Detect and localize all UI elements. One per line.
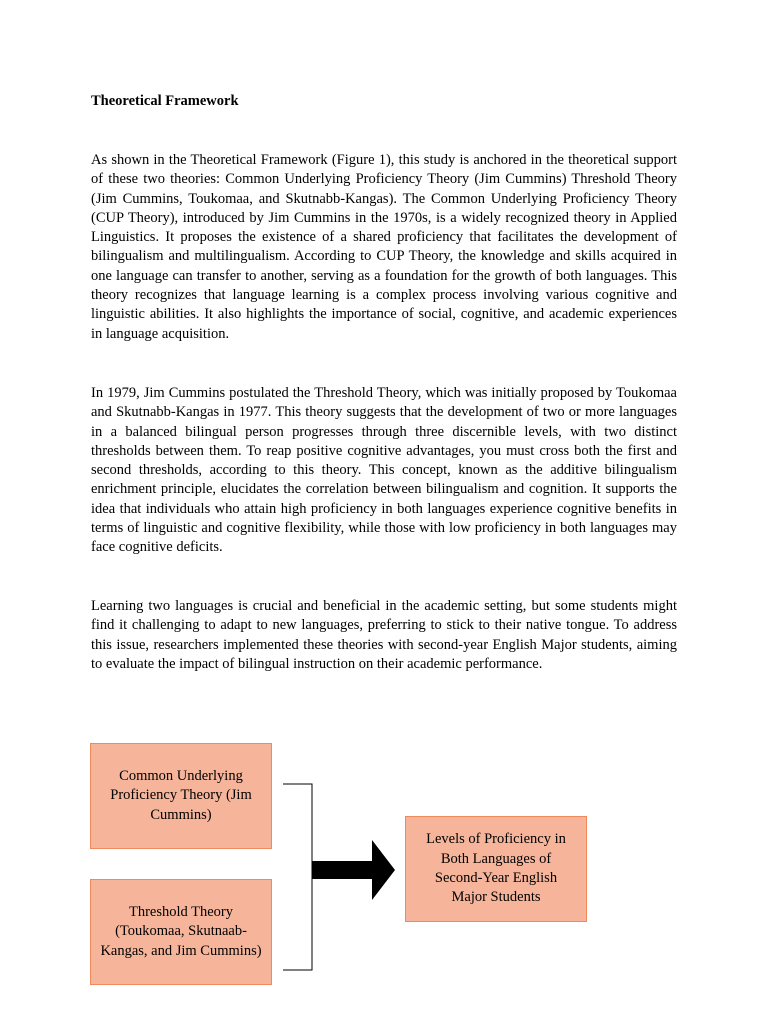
paragraph-threshold-theory: In 1979, Jim Cummins postulated the Threshold Theory, which was initially proposed by Toukomaa and Skutnabb-Kangas in 1977. This theory suggests that the development of two or more languages in a balanced bilingual person progresses through three discernible levels, with two distinct thresholds between them. To reap positive cognitive advantages, you must cross both the first and second thresholds, according to this theory. This concept, known as the additive bilingualism enrichment principle, elucidates the correlation between bilingualism and cognition. It supports the idea that individuals who attain high proficiency in both languages experience cognitive benefits in terms of linguistic and cognitive flexibility, while those with low proficiency in both languages may face cognitive deficits. [91,385,677,556]
right-arrow-icon [312,840,395,900]
diagram-box-outcome-label: Levels of Proficiency in Both Languages of Second-Year English Major Students [426,831,566,906]
paragraph-study-purpose: Learning two languages is crucial and beneficial in the academic setting, but some students might find it challenging to adapt to new languages, preferring to stick to their native tongue. To address this issue, researchers implemented these theories with second-year English Major students, aiming to evaluate the impact of bilingual instruction on their academic performance. [91,598,677,672]
diagram-box-outcome [405,816,587,922]
paragraph-cup-theory: As shown in the Theoretical Framework (Figure 1), this study is anchored in the theoretical support of these two theories: Common Underlying Proficiency Theory (Jim Cummins) Threshold Theory (Jim Cummins, Toukomaa, and Skutnabb-Kangas). The Common Underlying Proficiency Theory (CUP Theory), introduced by Jim Cummins in the 1970s, is a widely recognized theory in Applied Linguistics. It proposes the existence of a shared proficiency that facilitates the development of bilingualism and multilingualism. According to CUP Theory, the knowledge and skills acquired in one language can transfer to another, serving as a foundation for the growth of both languages. This theory recognizes that language learning is a complex process involving various cognitive and linguistic abilities. It also highlights the importance of social, cognitive, and academic experiences in language acquisition. [91,152,677,342]
diagram-box-cup-theory-label: Common Underlying Proficiency Theory (Jim Cummins) [110,768,252,823]
section-heading: Theoretical Framework [91,93,239,109]
bracket-line [283,784,312,970]
diagram-box-threshold-theory-label: Threshold Theory (Toukomaa, Skutnaab-Kangas, and Jim Cummins) [100,904,262,959]
